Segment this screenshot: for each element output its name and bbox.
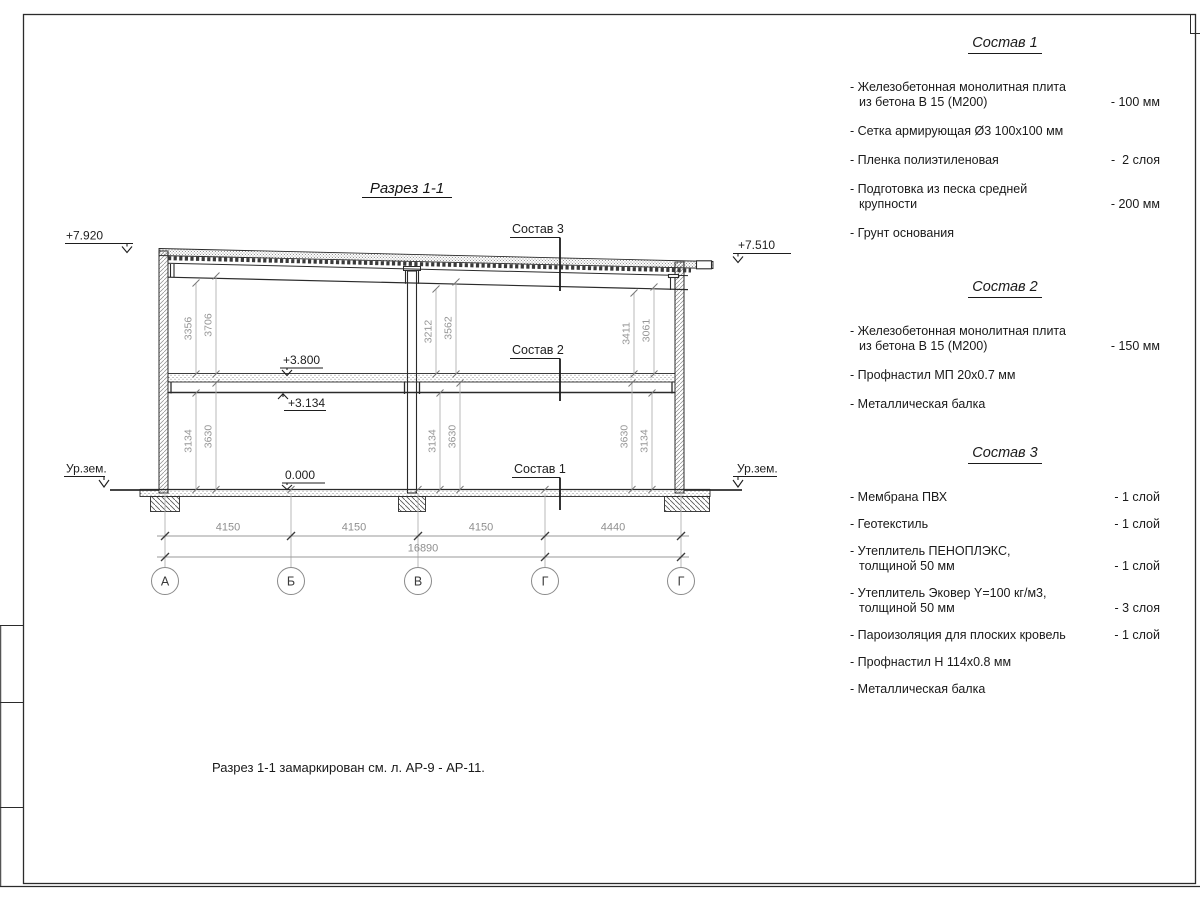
spec-item-text: толщиной 50 мм [859,559,955,573]
spec-item [850,655,1160,670]
ground-level-right-label: Ур.зем. [737,461,778,476]
roof-beam [168,277,688,289]
spec-title-2: Состав 2 [968,279,1041,298]
spec-item-text: из бетона В 15 (М200) [859,339,988,353]
vdim-upper-right-1: 3411 [620,322,633,345]
spec-title-3: Состав 3 [968,445,1041,464]
callout-sostav-2-label: Состав 2 [512,343,564,357]
callout-sostav-1 [512,462,566,510]
spec-item [850,80,1160,110]
axis-bubble-2: Б [286,574,296,589]
horizontal-dims [157,522,689,562]
spec-item-text: - Металлическая балка [850,682,986,696]
hdim-total: 16890 [407,542,439,555]
spec-item-text: - Утеплитель Эковер Y=100 кг/м3, [850,586,1047,600]
spec-item-value: - 3 слоя [1114,601,1160,615]
elevation-beam2 [278,394,326,411]
spec-item [850,324,1160,354]
floor-slab [168,374,675,395]
vertical-dim-texts [183,313,653,453]
spec-item [850,226,1160,241]
spec-item-text: - Профнастил МП 20х0.7 мм [850,368,1016,382]
spec-title-1: Состав 1 [968,35,1041,54]
foundations [151,497,710,512]
elevation-roof-left-value: +7.920 [66,228,104,243]
spec-item-value: - 200 мм [1110,197,1160,211]
spec-block-sostav-2 [850,278,1160,426]
vertical-dim-ticks-lower [193,380,656,494]
callout-sostav-3-label: Состав 3 [512,222,564,236]
vdim-lower-mid-2: 3630 [446,424,459,449]
roof-slab [159,249,713,291]
vdim-lower-left-2: 3630 [202,424,215,449]
spec-item-text: - Грунт основания [850,226,955,240]
hdim-bay-3: 4150 [468,521,494,534]
elevation-ground-value: 0.000 [285,468,316,482]
spec-item [850,586,1160,616]
spec-item-text: - Металлическая балка [850,397,986,411]
spec-item-text: толщиной 50 мм [859,601,955,615]
spec-item [850,153,1160,168]
vdim-upper-left-2: 3706 [202,313,215,337]
callout-sostav-1-label: Состав 1 [514,462,566,476]
spec-item [850,628,1160,643]
elevation-ground [282,468,325,490]
sheet-note: Разрез 1-1 замаркирован см. л. АР-9 - АР-11. [212,760,485,775]
spec-item-value: - 100 мм [1110,95,1160,109]
right-wall [675,262,684,493]
spec-block-sostav-1 [850,34,1160,255]
elevation-roof-left [65,229,133,253]
spec-item-text: - Мембрана ПВХ [850,490,948,504]
spec-item-value: - 1 слой [1114,490,1160,504]
spec-item-value: - 150 мм [1110,339,1160,353]
spec-item-text: - Сетка армирующая Ø3 100х100 мм [850,124,1064,138]
ground-level-mark-right [733,462,778,488]
spec-item-text: - Железобетонная монолитная плита [850,80,1066,94]
grid-bubbles [152,568,695,595]
elevation-roof-right-value: +7.510 [738,238,776,252]
spec-item-text: - Пленка полиэтиленовая [850,153,999,167]
vdim-lower-right-1: 3630 [618,424,631,449]
spec-item-text: из бетона В 15 (М200) [859,95,988,109]
elevation-floor2 [280,353,323,376]
roof-edge-cap [697,261,712,269]
drawing-title [362,180,452,198]
elevation-floor2-value: +3.800 [283,353,321,367]
spec-item-text: - Пароизоляция для плоских кровель [850,628,1066,642]
elevation-roof-right [733,238,791,263]
spec-item [850,124,1160,139]
spec-item [850,182,1160,212]
ground-level-mark-left [64,462,109,488]
spec-item-value: - 1 слой [1114,517,1160,531]
vertical-dim-lines-lower [196,383,652,490]
axis-bubble-5: Г [677,574,685,589]
hdim-bay-4: 4440 [600,521,626,534]
spec-item [850,368,1160,383]
spec-item-value: - 1 слой [1114,559,1160,573]
spec-item [850,490,1160,505]
hdim-bay-2: 4150 [341,521,367,534]
vdim-lower-left-1: 3134 [182,429,195,453]
spec-item [850,682,1160,697]
roof-beam-connections [171,264,679,290]
ground-slab [110,490,742,497]
spec-item-value: - 2 слоя [1111,153,1160,167]
spec-item [850,544,1160,574]
vdim-upper-mid-1: 3212 [422,319,435,344]
spec-item-value: - 1 слой [1114,628,1160,642]
axis-bubble-3: В [413,574,423,589]
vdim-lower-mid-1: 3134 [426,429,439,453]
spec-item [850,397,1160,412]
spec-item-text: крупности [859,197,918,211]
axis-bubble-4: Г [541,574,549,589]
spec-item-text: - Геотекстиль [850,517,929,531]
vdim-lower-right-2: 3134 [638,429,651,453]
ground-level-left-label: Ур.зем. [66,461,107,476]
hdim-bay-1: 4150 [215,521,241,534]
spec-item [850,517,1160,532]
spec-item-text: - Подготовка из песка средней [850,182,1028,196]
elevation-beam2-value: +3.134 [288,396,326,410]
vdim-upper-right-2: 3061 [640,318,653,343]
vdim-upper-left-1: 3356 [182,316,195,341]
spec-item-text: - Профнастил Н 114х0.8 мм [850,655,1012,669]
page-title: Разрез 1-1 [369,180,445,197]
axis-bubble-1: А [160,574,170,589]
spec-item-text: - Утеплитель ПЕНОПЛЭКС, [850,544,1011,558]
vdim-upper-mid-2: 3562 [442,316,455,340]
spec-item-text: - Железобетонная монолитная плита [850,324,1066,338]
left-wall [159,251,168,493]
spec-block-sostav-3 [850,444,1160,709]
